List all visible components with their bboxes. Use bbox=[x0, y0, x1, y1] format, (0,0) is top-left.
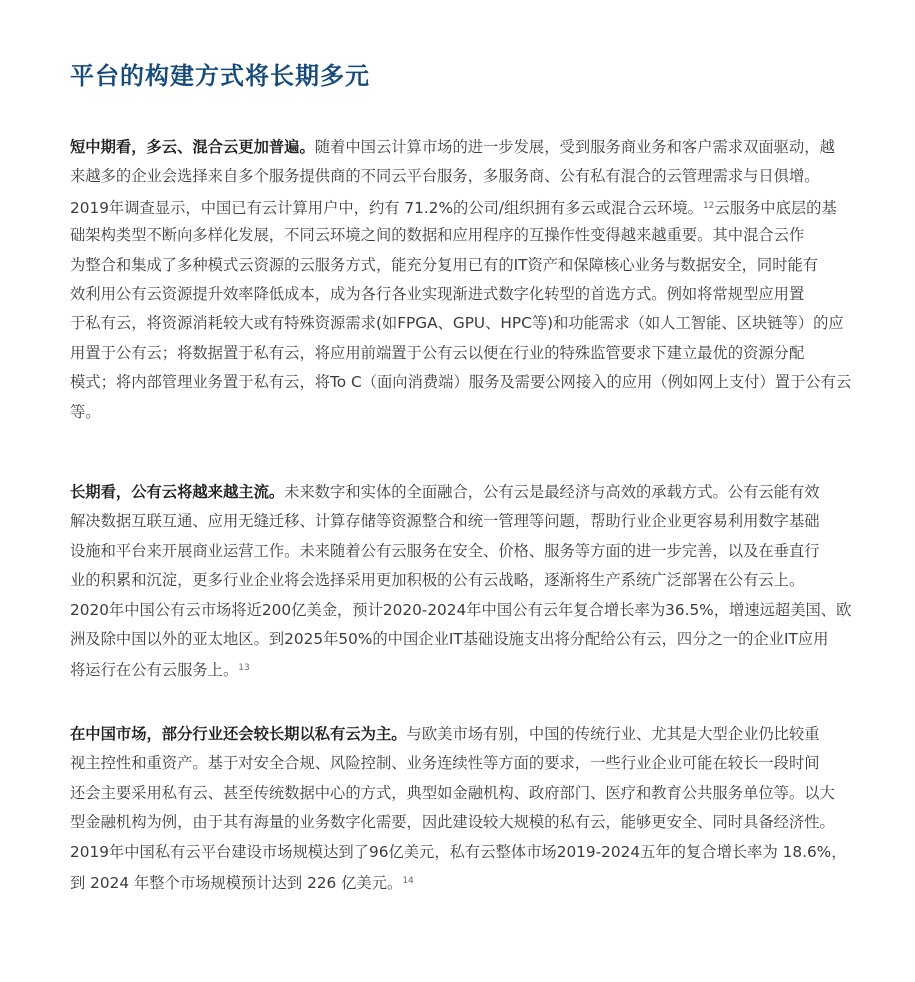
text-line bbox=[70, 749, 862, 778]
text-line bbox=[70, 507, 862, 536]
text-line bbox=[70, 596, 862, 625]
line-text: 业的积累和沉淀，更多行业企业将会选择采用更加积极的公有云战略，逐渐将生产系统广泛部署在公有云上。 bbox=[70, 571, 805, 590]
text-line bbox=[70, 309, 862, 338]
line-text: 模式；将内部管理业务置于私有云，将To C（面向消费端）服务及需要公网接入的应用（例如网上支付）置于公有云 bbox=[70, 373, 852, 392]
page-title: 平台的构建方式将长期多元 bbox=[70, 62, 370, 90]
text-line bbox=[70, 537, 862, 566]
line-text: 2019年调查显示，中国已有云计算用户中，约有 71.2%的公司/组织拥有多云或混合云环境。 bbox=[70, 198, 703, 217]
text-line bbox=[70, 368, 862, 397]
paragraph-lead: 长期看，公有云将越来越主流。 bbox=[70, 483, 285, 501]
line-text: 来越多的企业会选择来自多个服务提供商的不同云平台服务，多服务商、公有私有混合的云管理需求与日俱增。 bbox=[70, 167, 820, 186]
text-line bbox=[70, 566, 862, 595]
line-text: 到 2024 年整个市场规模预计达到 226 亿美元。 bbox=[70, 873, 403, 892]
text-line bbox=[70, 398, 862, 427]
text-line bbox=[70, 251, 862, 280]
paragraph-public-cloud bbox=[70, 478, 862, 684]
text-line bbox=[70, 221, 862, 250]
text-line bbox=[70, 838, 862, 867]
line-text: 与欧美市场有别，中国的传统行业、尤其是大型企业仍比较重 bbox=[406, 725, 820, 743]
line-text: 将运行在公有云服务上。 bbox=[70, 661, 239, 680]
paragraph-lead: 短中期看，多云、混合云更加普遍。 bbox=[70, 138, 315, 156]
text-line bbox=[70, 133, 862, 162]
text-line bbox=[70, 625, 862, 654]
text-line bbox=[70, 654, 862, 683]
line-text: 为整合和集成了多种模式云资源的云服务方式，能充分复用已有的IT资产和保障核心业务与数据安全，同时能有 bbox=[70, 255, 819, 274]
footnote-marker: 12 bbox=[702, 200, 715, 211]
line-text: 解决数据互联互通、应用无缝迁移、计算存储等资源整合和统一管理等问题，帮助行业企业更容易利用数字基础 bbox=[70, 512, 820, 531]
line-text: 效利用公有云资源提升效率降低成本，成为各行各业实现渐进式数字化转型的首选方式。例如将常规型应用置 bbox=[70, 284, 805, 303]
line-text: 洲及除中国以外的亚太地区。到2025年50%的中国企业IT基础设施支出将分配给公有云，四分之一的企业IT应用 bbox=[70, 629, 829, 648]
footnote-marker: 14 bbox=[402, 875, 414, 886]
paragraph-multi-hybrid-cloud bbox=[70, 133, 862, 427]
text-line bbox=[70, 339, 862, 368]
line-text: 于私有云，将资源消耗较大或有特殊资源需求(如FPGA、GPU、HPC等)和功能需求（如人工智能、区块链等）的应 bbox=[70, 314, 844, 333]
line-text: 型金融机构为例，由于其有海量的业务数字化需要，因此建设较大规模的私有云，能够更安全、同时具备经济性。 bbox=[70, 813, 835, 832]
paragraph-private-cloud bbox=[70, 720, 862, 896]
line-text: 还会主要采用私有云、甚至传统数据中心的方式，典型如金融机构、政府部门、医疗和教育公共服务单位等。以大 bbox=[70, 783, 835, 802]
line-text: 视主控性和重资产。基于对安全合规、风险控制、业务连续性等方面的要求，一些行业企业可能在较长一段时间 bbox=[70, 754, 820, 773]
text-line bbox=[70, 808, 862, 837]
line-text: 未来数字和实体的全面融合，公有云是最经济与高效的承载方式。公有云能有效 bbox=[284, 483, 820, 501]
line-text: 等。 bbox=[70, 402, 101, 421]
text-line bbox=[70, 478, 862, 507]
line-text: 2019年中国私有云平台建设市场规模达到了96亿美元，私有云整体市场2019-2024五年的复合增长率为 18.6%， bbox=[70, 842, 847, 861]
text-line bbox=[70, 280, 862, 309]
text-line bbox=[70, 192, 862, 221]
footnote-marker: 13 bbox=[238, 663, 250, 674]
line-text: 用置于公有云；将数据置于私有云，将应用前端置于公有云以便在行业的特殊监管要求下建立最优的资源分配 bbox=[70, 343, 805, 362]
line-text: 设施和平台来开展商业运营工作。未来随着公有云服务在安全、价格、服务等方面的进一步完善，以及在垂直行 bbox=[70, 541, 820, 560]
line-text: 2020年中国公有云市场将近200亿美金，预计2020-2024年中国公有云年复合增长率为36.5%，增速远超美国、欧 bbox=[70, 600, 852, 619]
line-text: 云服务中底层的基 bbox=[714, 198, 837, 217]
text-line bbox=[70, 162, 862, 191]
text-line bbox=[70, 779, 862, 808]
text-line bbox=[70, 720, 862, 749]
line-text: 随着中国云计算市场的进一步发展，受到服务商业务和客户需求双面驱动，越 bbox=[314, 138, 835, 156]
line-text: 础架构类型不断向多样化发展，不同云环境之间的数据和应用程序的互操作性变得越来越重要。其中混合云作 bbox=[70, 226, 805, 245]
text-line bbox=[70, 867, 862, 896]
paragraph-lead: 在中国市场，部分行业还会较长期以私有云为主。 bbox=[70, 725, 407, 743]
